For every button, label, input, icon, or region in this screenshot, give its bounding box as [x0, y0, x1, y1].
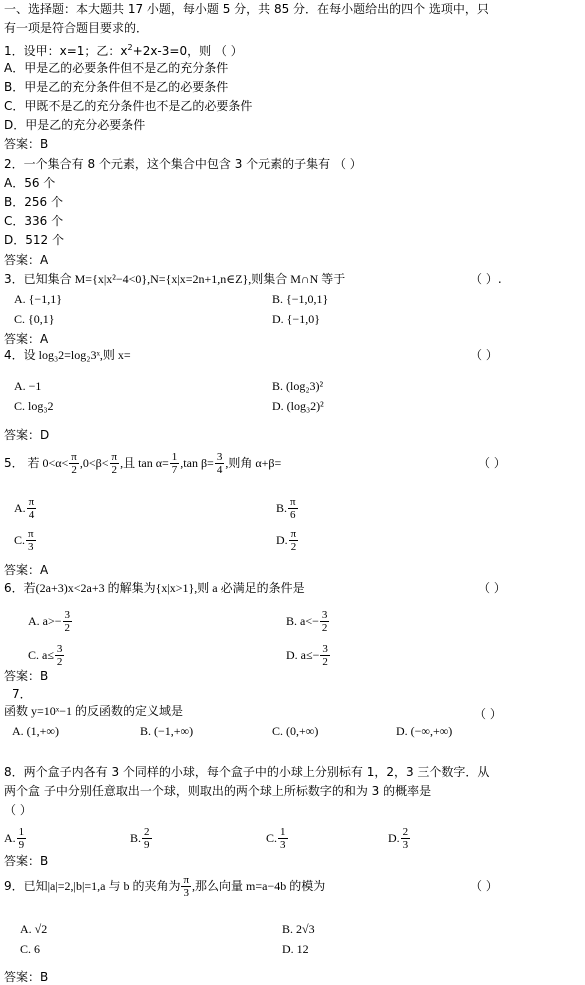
fraction: $\frac{\pi}{2}$ — [290, 528, 297, 553]
q6-option-a: A. a>− $\frac{3}{2}$ — [28, 609, 71, 634]
q6-paren: （ ） — [478, 581, 506, 595]
q5-option-a: A. $\frac{\pi}{4}$ — [14, 496, 35, 521]
q3-option-b: B. {−1,0,1} — [272, 292, 329, 306]
fraction: $\frac{1}{7}$ — [171, 451, 178, 476]
fraction: $\frac{\pi}{4}$ — [28, 496, 35, 521]
q1-option-c: C．甲既不是乙的充分条件也不是乙的必要条件 — [4, 99, 253, 113]
q4-option-b: B. (log₂3)² — [272, 379, 324, 393]
q4-answer: 答案：D — [4, 428, 50, 442]
q2-stem: 2．一个集合有 8 个元素，这个集合中包含 3 个元素的子集有 （ ） — [4, 157, 362, 171]
q1-answer: 答案：B — [4, 137, 49, 151]
q5-answer: 答案：A — [4, 563, 49, 577]
q6-option-d: D. a≤− $\frac{3}{2}$ — [286, 643, 328, 668]
q8-option-c: C. $\frac{1}{3}$ — [266, 826, 286, 851]
q8-line2: 两个盒 子中分别任意取出一个球，则取出的两个球上所标数字的和为 3 的概率是 — [4, 784, 432, 798]
q9-answer: 答案：B — [4, 970, 49, 984]
q9-stem: 9．已知|a|=2,|b|=1,a 与 b 的夹角为 $\frac{\pi}{3}$ ,那么向量 m=a−4b 的模为 — [4, 874, 326, 899]
q8-option-d: D. $\frac{2}{3}$ — [388, 826, 409, 851]
q5-option-b: B. $\frac{\pi}{6}$ — [276, 496, 296, 521]
q9-paren: （ ） — [470, 879, 498, 893]
q1-option-b: B．甲是乙的充分条件但不是乙的必要条件 — [4, 80, 229, 94]
q7-option-c: C. (0,+∞) — [272, 724, 319, 738]
fraction: $\frac{\pi}{2}$ — [111, 451, 118, 476]
q7-option-a: A. (1,+∞) — [12, 724, 59, 738]
section-header-line1: 一、选择题：本大题共 17 小题，每小题 5 分，共 85 分．在每小题给出的四个 选项中，只 — [4, 2, 489, 16]
q7-option-b: B. (−1,+∞) — [140, 724, 194, 738]
q6-option-b: B. a<− $\frac{3}{2}$ — [286, 609, 328, 634]
q8-line3: （ ） — [4, 803, 32, 817]
q8-line1: 8．两个盒子内各有 3 个同样的小球，每个盒子中的小球上分别标有 1，2，3 三个数字．从 — [4, 765, 490, 779]
fraction: $\frac{1}{3}$ — [280, 826, 286, 851]
q6-answer: 答案：B — [4, 669, 49, 683]
q1-option-a: A．甲是乙的必要条件但不是乙的充分条件 — [4, 61, 229, 75]
q6-stem: 6．若(2a+3)x<2a+3 的解集为{x|x>1},则 a 必满足的条件是 — [4, 581, 305, 595]
fraction: $\frac{3}{2}$ — [321, 609, 328, 634]
q4-option-a: A. −1 — [14, 379, 42, 393]
fraction: $\frac{\pi}{3}$ — [183, 874, 190, 899]
q1-stem: 1．设甲：x=1；乙：$x^2+2x-3=0$，则 （ ） — [4, 43, 243, 58]
q2-answer: 答案：A — [4, 253, 49, 267]
q9-option-d: D. 12 — [282, 942, 309, 956]
q4-stem: 4．设 log₃2=log₂3ˣ,则 x= — [4, 348, 131, 362]
fraction: $\frac{1}{9}$ — [18, 826, 25, 851]
fraction: $\frac{\pi}{6}$ — [290, 496, 296, 521]
q3-option-c: C. {0,1} — [14, 312, 55, 326]
q4-option-c: C. log₃2 — [14, 399, 54, 413]
fraction: $\frac{\pi}{3}$ — [28, 528, 34, 553]
q5-stem: 5． 若 0<α< $\frac{\pi}{2}$ ,0<β< $\frac{\pi}{2}$ ,且 tan α= $\frac{1}{7}$ ,tan β= $\frac{3}{4}$ ,则角 α+β= — [4, 451, 282, 476]
q9-option-c: C. 6 — [20, 942, 41, 956]
fraction: $\frac{2}{9}$ — [144, 826, 150, 851]
q3-answer: 答案：A — [4, 332, 49, 346]
q9-option-a: A. √2 — [20, 922, 48, 936]
fraction: $\frac{3}{2}$ — [56, 643, 63, 668]
q4-option-d: D. (log₃2)² — [272, 399, 324, 413]
q5-option-d: D. $\frac{\pi}{2}$ — [276, 528, 297, 553]
q5-option-c: C. $\frac{\pi}{3}$ — [14, 528, 34, 553]
q1-option-d: D．甲是乙的充分必要条件 — [4, 118, 146, 132]
q3-option-d: D. {−1,0} — [272, 312, 320, 326]
q8-option-a: A. $\frac{1}{9}$ — [4, 826, 25, 851]
q7-number: 7． — [12, 687, 32, 701]
fraction: $\frac{2}{3}$ — [402, 826, 409, 851]
q3-paren: （ ）. — [470, 272, 502, 286]
q2-option-c: C．336 个 — [4, 214, 64, 228]
fraction: $\frac{3}{4}$ — [216, 451, 223, 476]
q3-option-a: A. {−1,1} — [14, 292, 62, 306]
q7-paren: （ ） — [474, 707, 502, 721]
q7-option-d: D. (−∞,+∞) — [396, 724, 453, 738]
q2-option-b: B．256 个 — [4, 195, 63, 209]
q2-option-d: D．512 个 — [4, 233, 64, 247]
q8-answer: 答案：B — [4, 854, 49, 868]
q9-option-b: B. 2√3 — [282, 922, 315, 936]
section-header-line2: 有一项是符合题目要求的． — [4, 21, 149, 35]
q2-option-a: A．56 个 — [4, 176, 56, 190]
fraction: $\frac{3}{2}$ — [64, 609, 71, 634]
q8-option-b: B. $\frac{2}{9}$ — [130, 826, 150, 851]
q4-paren: （ ） — [470, 348, 498, 362]
q7-stem: 函数 y=10ˣ−1 的反函数的定义域是 — [4, 704, 184, 718]
q6-option-c: C. a≤ $\frac{3}{2}$ — [28, 643, 63, 668]
fraction: $\frac{3}{2}$ — [322, 643, 328, 668]
q3-stem: 3．已知集合 M={x|x²−4<0},N={x|x=2n+1,n∈Z},则集合 M∩N 等于 — [4, 272, 346, 286]
q5-paren: （ ） — [478, 456, 506, 470]
fraction: $\frac{\pi}{2}$ — [71, 451, 77, 476]
